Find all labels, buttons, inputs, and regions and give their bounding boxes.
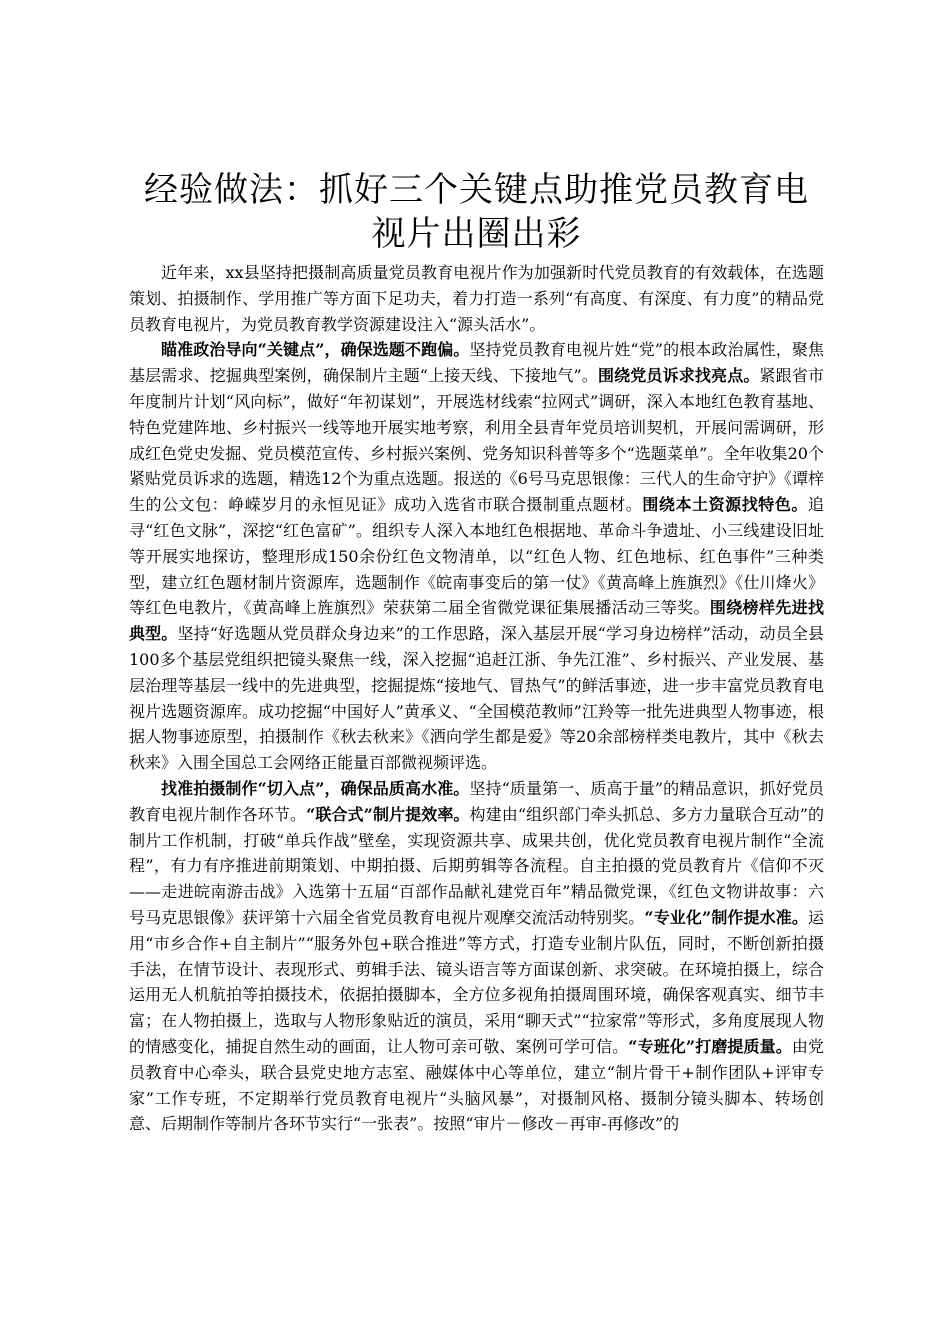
section-2-subtext-2: 运用“市乡合作+自主制片”“服务外包+联合推进”等方式，打造专业制片队伍，同时，不断创新拍摄手法，在情节设计、表现形式、剪辑手法、镜头语言等方面谋创新、求突破。在环境拍摄上，综合运用无人机航拍等拍摄技术，依据拍摄脚本，全方位多视角拍摄周围环境，确保客观真实、细节丰富；在人物拍摄上，选取与人物形象贴近的演员，采用“聊天式”“拉家常”等形式，多角度展现人物的情感变化，捕捉自然生动的画面，让人物可亲可敬、案例可学可信。 [129,907,824,1056]
section-2-heading: 找准拍摄制作“切入点”，确保品质高水准。 [161,778,470,798]
section-2-subheading-3: “专班化”打磨提质量。 [628,1036,792,1056]
document-title: 经验做法：抓好三个关键点助推党员教育电视片出圈出彩 [144,170,809,254]
section-1-subtext-2: 追寻“红色文脉”，深挖“红色富矿”。组织专人深入本地红色根据地、革命斗争遗址、小三线建设旧址等开展实地探访，整理形成150余份红色文物清单，以“红色人物、红色地标、红色事件”三种类型，建立红色题材制片资源库，选题制作《皖南事变后的第一仗》《黄高峰上旌旗烈》《仕川烽火》等红色电教片，《黄高峰上旌旗烈》荣获第二届全省微党课征集展播活动三等奖。 [129,495,824,618]
section-2-paragraph [129,776,824,1137]
section-1-subheading-2: 围绕本土资源找特色。 [642,495,808,515]
section-1-paragraph [129,337,824,776]
section-1-subtext-3: 坚持“好选题从党员群众身边来”的工作思路，深入基层开展“学习身边榜样”活动，动员全县100多个基层党组织把镜头聚焦一线，深入挖掘“追赶江浙、争先江淮”、乡村振兴、产业发展、基层治理等基层一线中的先进典型，挖掘提炼“接地气、冒热气”的鲜活事迹，进一步丰富党员教育电视片选题资源库。成功挖掘“中国好人”黄承义、“全国模范教师”江羚等一批先进典型人物事迹，根据人物事迹原型，拍摄制作《秋去秋来》《洒向学生都是爱》等20余部榜样类电教片，其中《秋去秋来》入围全国总工会网络正能量百部微视频评选。 [129,624,824,773]
section-1-heading: 瞄准政治导向“关键点”，确保选题不跑偏。 [161,340,470,360]
section-2-subheading-2: “专业化”制作提水准。 [644,907,808,927]
section-2-text: 坚持“质量第一、质高于量”的精品意识，抓好党员教育电视片制作各环节。 [129,778,824,824]
section-2-subtext-1: 构建由“组织部门牵头抓总、多方力量联合互动”的制片工作机制，打破“单兵作战”壁垒，实现资源共享、成果共创，优化党员教育电视片制作“全流程”，有力有序推进前期策划、中期拍摄、后期剪辑等各流程。自主拍摄的党员教育片《信仰不灭——走进皖南游击战》入选第十五届“百部作品献礼建党百年”精品微党课，《红色文物讲故事：六号马克思银像》获评第十六届全省党员教育电视片观摩交流活动特别奖。 [129,804,824,927]
intro-paragraph [129,260,824,337]
section-1-subtext-1: 紧跟省市年度制片计划“风向标”，做好“年初谋划”，开展选材线索“拉网式”调研，深入本地红色教育基地、特色党建阵地、乡村振兴一线等地开展实地考察，利用全县青年党员培训契机，开展问需调研，形成红色党史发掘、党员模范宣传、乡村振兴案例、党务知识科普等多个“选题菜单”。全年收集20个紧贴党员诉求的选题，精选12个为重点选题。报送的《6号马克思银像：三代人的生命守护》《谭梓生的公文包：峥嵘岁月的永恒见证》成功入选省市联合摄制重点题材。 [129,366,824,515]
section-1-subheading-3: 围绕榜样先进找典型。 [129,598,824,644]
section-2-subtext-3: 由党员教育中心牵头，联合县党史地方志室、融媒体中心等单位，建立“制片骨干+制作团队+评审专家”工作专班，不定期举行党员教育电视片“头脑风暴”，对摄制风格、摄制分镜头脚本、转场创意、后期制作等制片各环节实行“一张表”。按照“审片－修改－再审-再修改”的 [129,1036,824,1134]
document-page [129,168,824,1137]
intro-text: 近年来，xx县坚持把摄制高质量党员教育电视片作为加强新时代党员教育的有效载体，在选题策划、拍摄制作、学用推广等方面下足功夫，着力打造一系列“有高度、有深度、有力度”的精品党员教育电视片，为党员教育教学资源建设注入“源头活水”。 [129,263,824,334]
section-1-text: 坚持党员教育电视片姓“党”的根本政治属性，聚焦基层需求、挖掘典型案例，确保制片主题“上接天线、下接地气”。 [129,340,824,386]
section-2-subheading-1: “联合式”制片提效率。 [306,804,470,824]
section-1-subheading-1: 围绕党员诉求找亮点。 [597,366,760,386]
